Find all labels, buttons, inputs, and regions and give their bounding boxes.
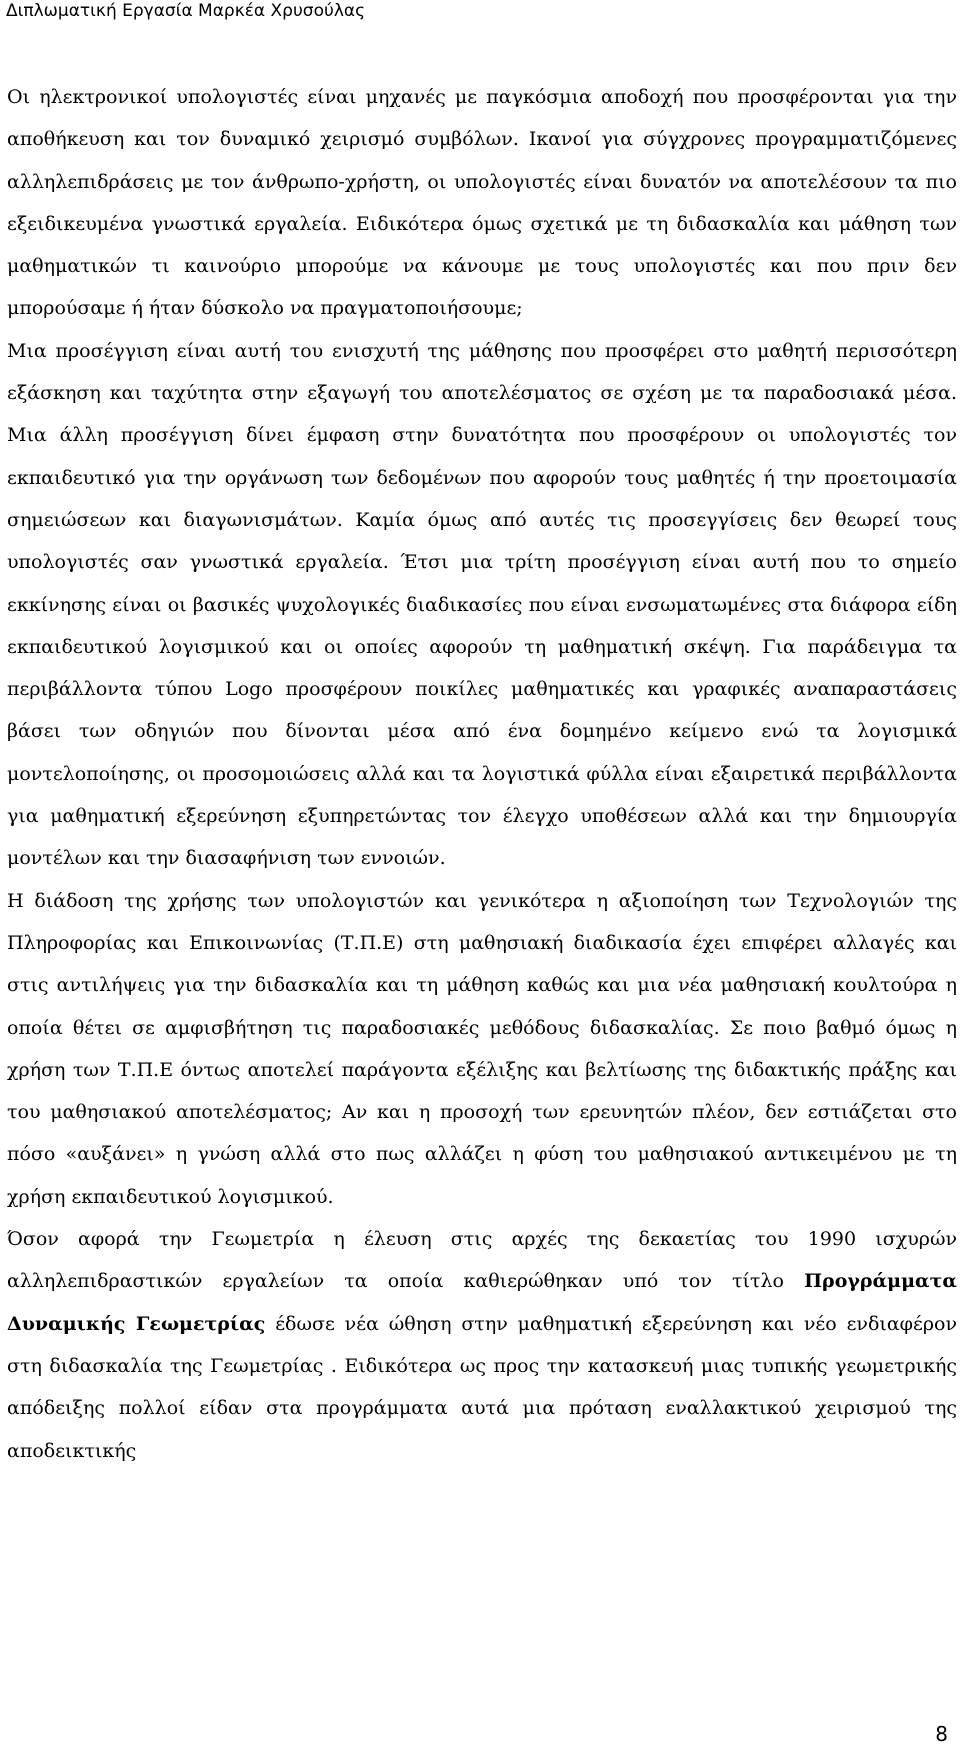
paragraph-dynamic-geometry — [7, 1218, 957, 1472]
bold-term-dynamic-geometry: Προγράμματα Δυναμικής Γεωμετρίας — [7, 1270, 957, 1335]
paragraph-approaches: Μια προσέγγιση είναι αυτή του ενισχυτή της μάθησης που προσφέρει στο μαθητή περισσότερη εξάσκηση και ταχύτητα στην εξαγωγή του αποτελέσματος σε σχέση με τα παραδοσιακά μέσα. Μια άλλη προσέγγιση δίνει έμφαση στην δυνατότητα που προσφέρουν οι υπολογιστές τον εκπαιδευτικό για την οργάνωση των δεδομένων που αφορούν τους μαθητές ή την προετοιμασία σημειώσεων και διαγωνισμάτων. Καμία όμως από αυτές τις προσεγγίσεις δεν θεωρεί τους υπολογιστές σαν γνωστικά εργαλεία. Έτσι μια τρίτη προσέγγιση είναι αυτή που το σημείο εκκίνησης είναι οι βασικές ψυχολογικές διαδικασίες που είναι ενσωματωμένες στα διάφορα είδη εκπαιδευτικού λογισμικού και οι οποίες αφορούν τη μαθηματική σκέψη. Για παράδειγμα τα περιβάλλοντα τύπου Logo προσφέρουν ποικίλες μαθηματικές και γραφικές αναπαραστάσεις βάσει των οδηγιών που δίνονται μέσα από ένα δομημένο κείμενο ενώ τα λογισμικά μοντελοποίησης, οι προσομοιώσεις αλλά και τα λογιστικά φύλλα είναι εξαιρετικά περιβάλλοντα για μαθηματική εξερεύνηση εξυπηρετώντας τον έλεγχο υποθέσεων αλλά και την δημιουργία μοντέλων και την διασαφήνιση των εννοιών. — [7, 339, 957, 870]
paragraph-ict-diffusion: Η διάδοση της χρήσης των υπολογιστών και γενικότερα η αξιοποίηση των Τεχνολογιών της Πληροφορίας και Επικοινωνίας (Τ.Π.Ε) στη μαθησιακή διαδικασία έχει επιφέρει αλλαγές και στις αντιλήψεις για την διδασκαλία και τη μάθηση καθώς και μια νέα μαθησιακή κουλτούρα η οποία θέτει σε αμφισβήτηση τις παραδοσιακές μεθόδους διδασκαλίας. Σε ποιο βαθμό όμως η χρήση των Τ.Π.Ε όντως αποτελεί παράγοντα εξέλιξης και βελτίωσης της διδακτικής πράξης και του μαθησιακού αποτελέσματος; Αν και η προσοχή των ερευνητών πλέον, δεν εστιάζεται στο πόσο «αυξάνει» η γνώση αλλά στο πως αλλάζει η φύση του μαθησιακού αντικειμένου με τη χρήση εκπαιδευτικού λογισμικού. — [7, 889, 957, 1208]
page-number: 8 — [935, 1722, 948, 1746]
paragraph-text-end: έδωσε νέα ώθηση στην μαθηματική εξερεύνηση και νέο ενδιαφέρον στη διδασκαλία της Γεωμετρίας . Ειδικότερα ως προς την κατασκευή μιας τυπικής γεωμετρικής απόδειξης πολλοί είδαν στα προγράμματα αυτά μια πρόταση εναλλακτικού χειρισμού της αποδεικτικής — [7, 1312, 957, 1462]
document-body — [7, 76, 957, 1472]
paragraph-computers-intro: Οι ηλεκτρονικοί υπολογιστές είναι μηχανές με παγκόσμια αποδοχή που προσφέρονται για την αποθήκευση και τον δυναμικό χειρισμό συμβόλων. Ικανοί για σύγχρονες προγραμματιζόμενες αλληλεπιδράσεις με τον άνθρωπο-χρήστη, οι υπολογιστές είναι δυνατόν να αποτελέσουν τα πιο εξειδικευμένα γνωστικά εργαλεία. Ειδικότερα όμως σχετικά με τη διδασκαλία και μάθηση των μαθηματικών τι καινούριο μπορούμε να κάνουμε με τους υπολογιστές και που πριν δεν μπορούσαμε ή ήταν δύσκολο να πραγματοποιήσουμε; — [7, 86, 957, 320]
paragraph-text-start: Όσον αφορά την Γεωμετρία η έλευση στις αρχές της δεκαετίας του 1990 ισχυρών αλληλεπιδραστικών εργαλείων τα οποία καθιερώθηκαν υπό τον τίτλο — [7, 1228, 957, 1293]
running-header: Διπλωματική Εργασία Μαρκέα Χρυσούλας — [6, 1, 366, 21]
